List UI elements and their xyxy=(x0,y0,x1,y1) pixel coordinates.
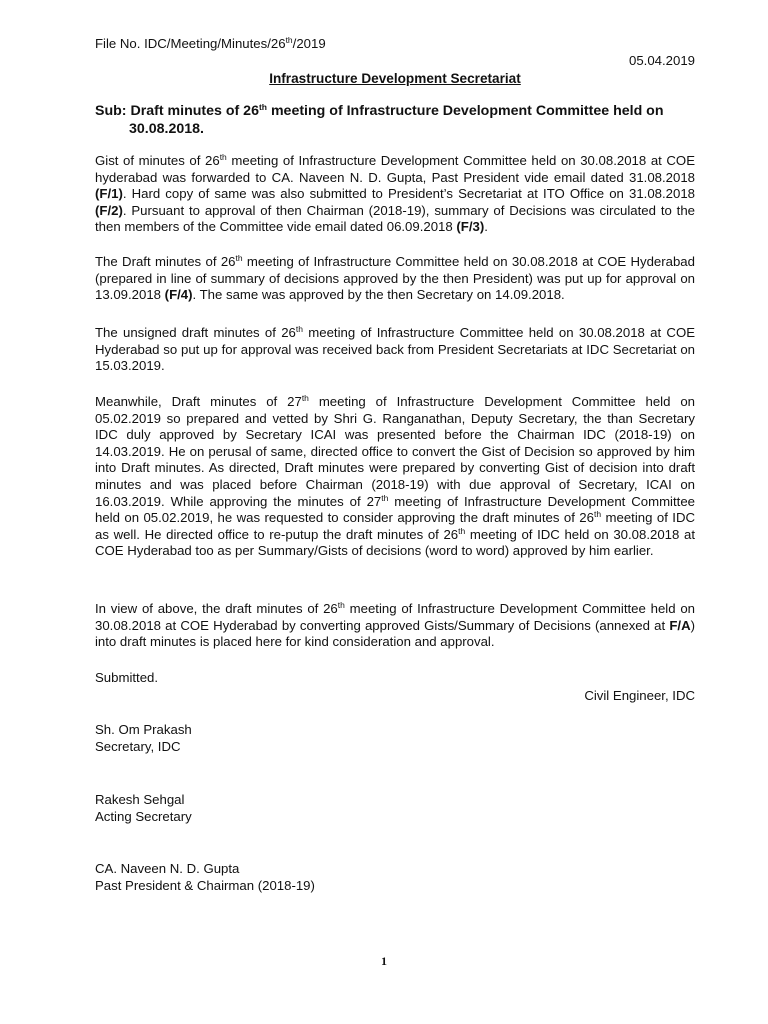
signatory-name: Sh. Om Prakash xyxy=(95,722,192,737)
signatory-title: Past President & Chairman (2018-19) xyxy=(95,878,315,893)
p4-sup-3: th xyxy=(593,509,602,520)
document-page xyxy=(95,0,695,1024)
p3-text-a: The unsigned draft minutes of 26 xyxy=(95,325,296,340)
p2-text-a: The Draft minutes of 26 xyxy=(95,254,236,269)
p5-text-c: ) into draft minutes is placed here for kind consideration and approval. xyxy=(95,617,695,650)
p5-ref-fa: F/A xyxy=(669,617,691,633)
author-designation: Civil Engineer, IDC xyxy=(584,688,695,703)
p4-sup-4: th xyxy=(458,525,466,536)
p4-text-c: meeting of Infrastructure Development Committee held on 05.02.2019, he was requested to consider approving the draft minutes of 26 xyxy=(95,493,695,526)
p5-sup: th xyxy=(337,600,345,610)
signatory-title: Acting Secretary xyxy=(95,809,192,824)
subject-prefix: Sub: Draft minutes of 26 xyxy=(95,103,259,119)
subject-sup: th xyxy=(258,102,267,112)
submitted-text: Submitted. xyxy=(95,670,159,685)
paragraph-4 xyxy=(95,394,695,560)
signatory-name: CA. Naveen N. D. Gupta xyxy=(95,861,240,876)
p1-ref-f1: (F/1) xyxy=(95,186,123,202)
file-number-sup: th xyxy=(285,35,293,45)
p3-text-b: meeting of Infrastructure Committee held on 30.08.2018 at COE Hyderabad so put up for approval was received back from President Secretariats at IDC Secretariat on 15.03.2019. xyxy=(95,325,695,374)
office-title: Infrastructure Development Secretariat xyxy=(269,71,521,86)
signatory-title: Secretary, IDC xyxy=(95,739,181,754)
signatory-block xyxy=(95,792,192,826)
p1-text-a: Gist of minutes of 26 xyxy=(95,153,220,168)
p2-text-b: meeting of Infrastructure Committee held on 30.08.2018 at COE Hyderabad (prepared in line of summary of decisions approved by the then President) was put up for approval on 13.09.2018 xyxy=(95,254,695,303)
p2-sup: th xyxy=(235,253,243,263)
p1-text-c: . Hard copy of same was also submitted to President’s Secretariat at ITO Office on 31.08.2018 xyxy=(122,186,695,202)
paragraph-2 xyxy=(95,254,695,304)
p1-sup: th xyxy=(219,152,227,162)
document-date: 05.04.2019 xyxy=(628,53,695,68)
p2-text-c: . The same was approved by the then Secretary on 14.09.2018. xyxy=(192,287,565,303)
p4-text-a: Meanwhile, Draft minutes of 27 xyxy=(95,394,302,409)
p4-sup-2: th xyxy=(381,492,389,503)
signatory-block xyxy=(95,861,315,895)
p4-text-b: meeting of Infrastructure Development Committee held on 05.02.2019 so prepared and vetted by Shri G. Ranganathan, Deputy Secretary, the than Secretary IDC duly approved by Secretary ICAI was presented before the Chairman IDC (2018-19) on 14.03.2019. He on perusal of same, directed office to convert the Gist of Decision so approved by him into Draft minutes. As directed, Draft minutes were prepared by converting Gist of decision into draft minutes and was placed before Chairman (2018-19) with due approval of Secretary, ICAI on 16.03.2019. While approving the minutes of 27 xyxy=(95,394,696,509)
p1-ref-f2: (F/2) xyxy=(95,202,123,218)
file-number-prefix: File No. IDC/Meeting/Minutes/26 xyxy=(95,36,286,51)
paragraph-3 xyxy=(95,325,695,375)
p4-text-e: meeting of IDC held on 30.08.2018 at COE Hyderabad too as per Summary/Gists of decisions (word to word) approved by him earlier. xyxy=(95,526,695,559)
paragraph-1 xyxy=(95,153,695,236)
p2-ref-f4: (F/4) xyxy=(164,287,193,303)
p5-text-b: meeting of Infrastructure Development Committee held on 30.08.2018 at COE Hyderabad by converting approved Gists/Summary of Decisions (annexed at xyxy=(95,601,695,633)
page-number: 1 xyxy=(381,954,387,968)
signatory-name: Rakesh Sehgal xyxy=(95,792,185,807)
p1-ref-f3: (F/3) xyxy=(456,219,485,235)
subject-rest: meeting of Infrastructure Development Committee held on xyxy=(267,103,664,119)
p4-text-d: meeting of IDC as well. He directed office to re-putup the draft minutes of 26 xyxy=(95,510,695,542)
p1-text-d: . Pursuant to approval of then Chairman (2018-19), summary of Decisions was circulated to the then members of the Committee vide email dated 06.09.2018 xyxy=(95,202,695,235)
signatory-block xyxy=(95,722,192,756)
p3-sup: th xyxy=(295,324,303,334)
p4-sup-1: th xyxy=(301,393,309,403)
p1-text-e: . xyxy=(484,219,488,235)
subject-line xyxy=(95,102,695,138)
p1-text-b: meeting of Infrastructure Development Committee held on 30.08.2018 at COE hyderabad was forwarded to CA. Naveen N. D. Gupta, Past President vide email dated 31.08.2018 xyxy=(95,153,695,185)
p5-text-a: In view of above, the draft minutes of 26 xyxy=(95,601,338,616)
paragraph-5 xyxy=(95,601,695,651)
subject-date: 30.08.2018. xyxy=(129,121,204,137)
file-number xyxy=(95,36,326,53)
file-number-suffix: /2019 xyxy=(292,36,326,51)
